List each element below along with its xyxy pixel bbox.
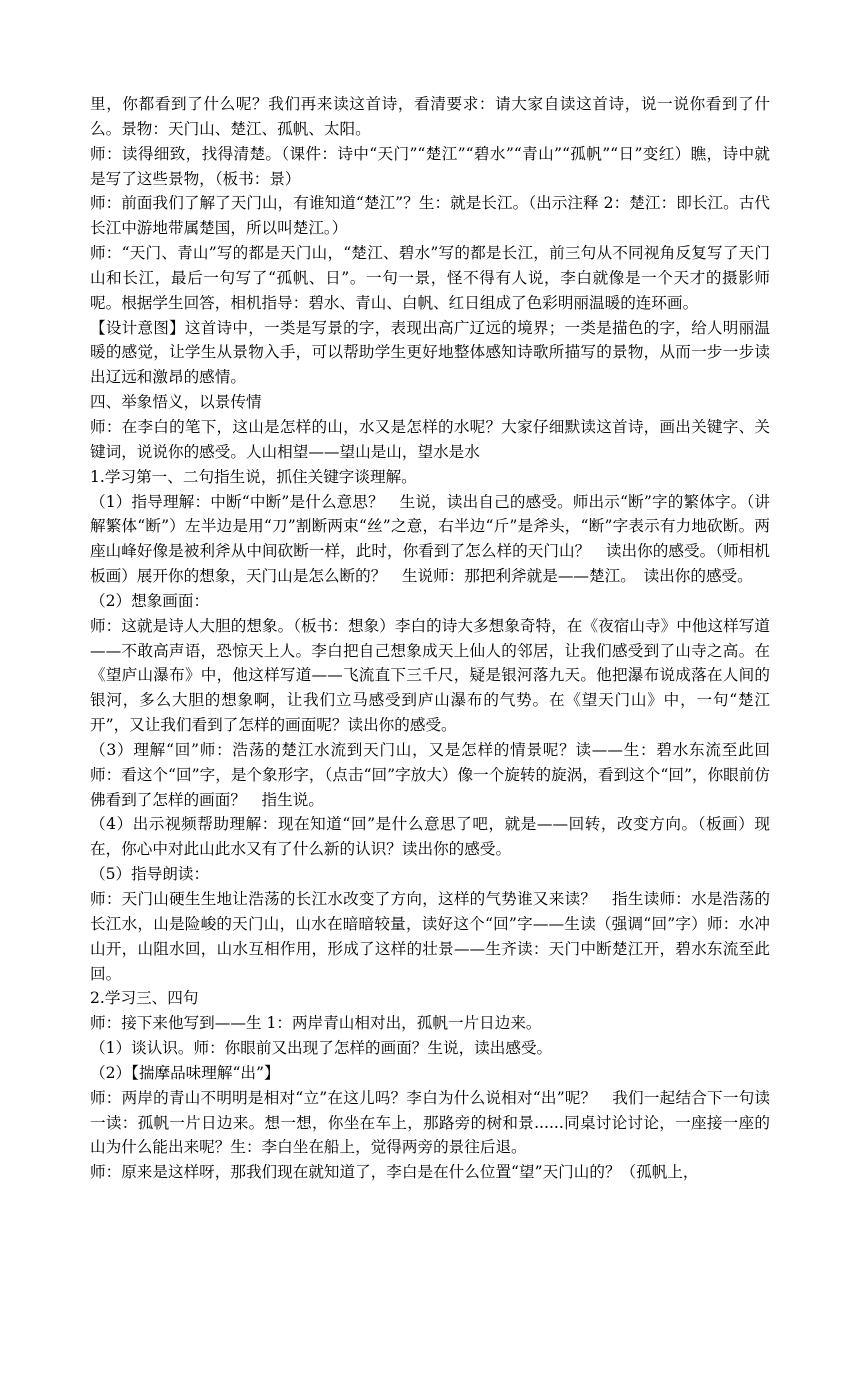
paragraph: 里，你都看到了什么呢？我们再来读这首诗，看清要求：请大家自读这首诗，说一说你看到了什么。景物：天门山、楚江、孤帆、太阳。	[90, 95, 770, 138]
step-heading: （2）【揣摩品味理解“出”】	[90, 1063, 280, 1082]
paragraph: （3）理解“回”师：浩荡的楚江水流到天门山，又是怎样的情景呢？读——生：碧水东流至此回师：看这个“回”字，是个象形字，（点击“回”字放大）像一个旋转的旋涡，看到这个“回”，你眼前仿佛看到了怎样的画面？ 指生说。	[90, 740, 770, 809]
step-heading: （2）想象画面：	[90, 591, 210, 610]
paragraph: 师：“天门、青山”写的都是天门山，“楚江、碧水”写的都是长江，前三句从不同视角反复写了天门山和长江，最后一句写了“孤帆、日”。一句一景，怪不得有人说，李白就像是一个天才的摄影师呢。根据学生回答，相机指导：碧水、青山、白帆、红日组成了色彩明丽温暖的连环画。	[90, 244, 770, 312]
step-heading: （5）指导朗读：	[90, 865, 210, 884]
paragraph: （4）出示视频帮助理解：现在知道“回”是什么意思了吧，就是——回转，改变方向。（板画）现在，你心中对此山此水又有了什么新的认识？读出你的感受。	[90, 815, 770, 859]
paragraph: 师：这就是诗人大胆的想象。（板书：想象）李白的诗大多想象奇特，在《夜宿山寺》中他这样写道——不敢高声语，恐惊天上人。李白把自己想象成天上仙人的邻居，让我们感受到了山寺之高。在《望庐山瀑布》中，他这样写道——飞流直下三千尺，疑是银河落九天。他把瀑布说成落在人间的银河，多么大胆的想象啊，让我们立马感受到庐山瀑布的气势。在《望天门山》中，一句“楚江开”，又让我们看到了怎样的画面呢？读出你的感受。	[90, 616, 770, 735]
paragraph: 师：两岸的青山不明明是相对“立”在这儿吗？李白为什么说相对“出”呢？ 我们一起结合下一句读一读：孤帆一片日边来。想一想，你坐在车上，那路旁的树和景......同桌讨论讨论，一座接一座的山为什么能出来呢？生：李白坐在船上，觉得两旁的景往后退。	[90, 1088, 770, 1157]
subsection-heading: 2.学习三、四句	[90, 989, 199, 1008]
document-page	[90, 92, 770, 1185]
paragraph: 师：原来是这样呀，那我们现在就知道了，李白是在什么位置“望”天门山的？（孤帆上，	[90, 1163, 699, 1182]
paragraph: 师：前面我们了解了天门山，有谁知道“楚江”？生：就是长江。（出示注释 2：楚江：即长江。古代长江中游地带属楚国，所以叫楚江。）	[90, 194, 770, 238]
paragraph: 师：接下来他写到——生 1：两岸青山相对出，孤帆一片日边来。	[90, 1014, 542, 1033]
paragraph: 师：在李白的笔下，这山是怎样的山，水又是怎样的水呢？大家仔细默读这首诗，画出关键字、关键词，说说你的感受。人山相望——望山是山，望水是水	[90, 417, 770, 461]
subsection-heading: 1.学习第一、二句指生说，抓住关键字谈理解。	[90, 467, 417, 486]
section-heading: 四、举象悟义，以景传情	[90, 393, 262, 412]
paragraph: （1）指导理解：中断“中断”是什么意思？ 生说，读出自己的感受。师出示“断”字的繁体字。（讲解繁体“断”）左半边是用“刀”割断两束“丝”之意，右半边“斤”是斧头，“断”字表示有力地砍断。两座山峰好像是被利斧从中间砍断一样，此时，你看到了怎么样的天门山？ 读出你的感受。（师相机板画）展开你的想象，天门山是怎么断的？ 生说师：那把利斧就是——楚江。 读出你的感受。	[90, 492, 770, 586]
paragraph: 师：读得细致，找得清楚。（课件：诗中“天门”“楚江”“碧水”“青山”“孤帆”“日”变红）瞧，诗中就是写了这些景物，（板书：景）	[90, 144, 770, 188]
paragraph: （1）谈认识。师：你眼前又出现了怎样的画面？生说，读出感受。	[90, 1039, 553, 1058]
paragraph: 师：天门山硬生生地让浩荡的长江水改变了方向，这样的气势谁又来读？ 指生读师：水是浩荡的长江水，山是险峻的天门山，山水在暗暗较量，读好这个“回”字——生读（强调“回”字）师：水冲山开，山阻水回，山水互相作用，形成了这样的壮景——生齐读：天门中断楚江开，碧水东流至此回。	[90, 890, 770, 983]
design-intent-paragraph: 【设计意图】这首诗中，一类是写景的字，表现出高广辽远的境界；一类是描色的字，给人明丽温暖的感觉，让学生从景物入手，可以帮助学生更好地整体感知诗歌所描写的景物，从而一步一步读出辽远和激昂的感情。	[90, 318, 770, 387]
